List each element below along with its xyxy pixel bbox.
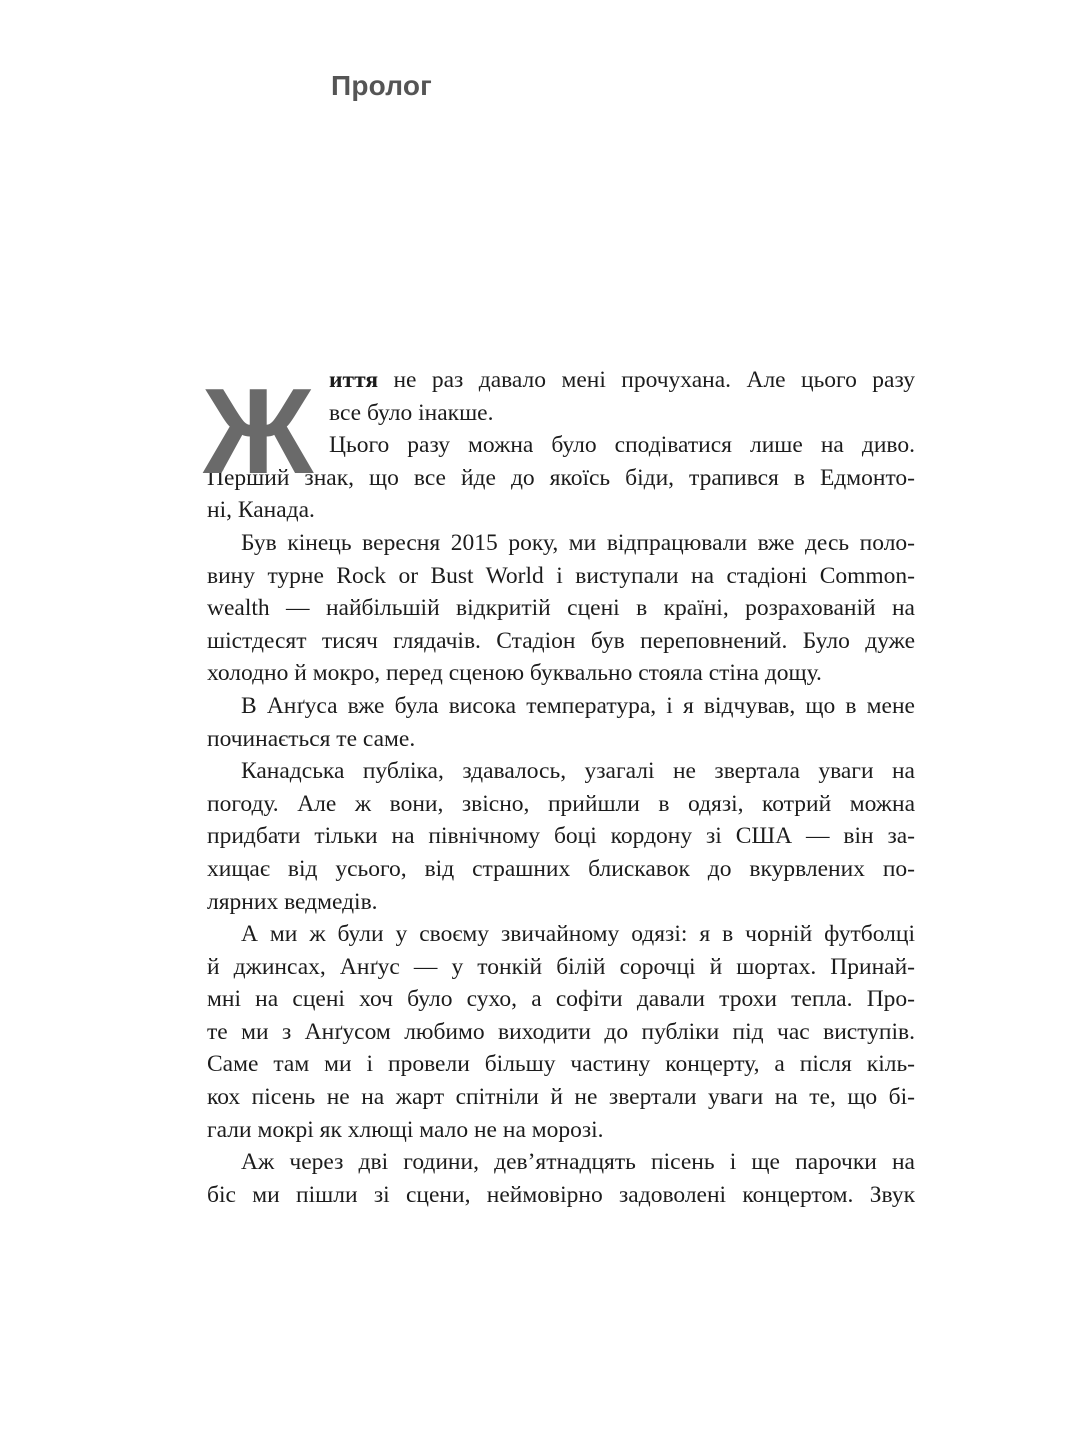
text-line: wealth — найбільшій відкритій сцені в країні, розрахованій на xyxy=(207,595,915,622)
text-line: ні, Канада. xyxy=(207,497,315,524)
text-line: гали мокрі як хлющі мало не на морозі. xyxy=(207,1116,604,1143)
text-line: Канадська публіка, здавалось, узагалі не звертала уваги на xyxy=(241,758,915,785)
body-text xyxy=(203,363,915,1211)
text-line: починається те саме. xyxy=(207,725,416,752)
text-line: біс ми пішли зі сцени, неймовірно задоволені концертом. Звук xyxy=(207,1181,915,1208)
text-line: мні на сцені хоч було сухо, а софіти давали трохи тепла. Про- xyxy=(207,986,915,1013)
text-line: Саме там ми і провели більшу частину концерту, а після кіль- xyxy=(207,1051,915,1078)
text-line: Цього разу можна було сподіватися лише на диво. xyxy=(329,432,915,459)
text-line: В Анґуса вже була висока температура, і я відчував, що в мене xyxy=(241,692,915,719)
text-line: й джинсах, Анґус — у тонкій білій сорочці й шортах. Принай- xyxy=(207,953,915,980)
text-line: Перший знак, що все йде до якоїсь біди, трапився в Едмонто- xyxy=(207,464,915,491)
first-word-rest: иття xyxy=(329,367,379,393)
text-line: холодно й мокро, перед сценою буквально стояла стіна дощу. xyxy=(207,660,822,687)
drop-cap: Ж xyxy=(203,363,314,499)
text-line: Був кінець вересня 2015 року, ми відпрацювали вже десь поло- xyxy=(241,529,915,556)
text-line: А ми ж були у своєму звичайному одязі: я в чорній футболці xyxy=(241,921,915,948)
text-line: все було інакше. xyxy=(329,399,494,426)
line-text: не раз давало мені прочухана. Але цього разу xyxy=(378,367,915,393)
text-line: лярних ведмедів. xyxy=(207,888,378,915)
text-line: придбати тільки на північному боці кордону зі США — він за- xyxy=(207,823,915,850)
text-line: Аж через дві години, дев’ятнадцять пісень і ще парочки на xyxy=(241,1149,915,1176)
text-line: погоду. Але ж вони, звісно, прийшли в одязі, котрий можна xyxy=(207,790,915,817)
text-line: кох пісень не на жарт спітніли й не звертали уваги на те, що бі- xyxy=(207,1084,915,1111)
text-line: хищає від усього, від страшних блискавок до вкурвлених по- xyxy=(207,855,915,882)
text-line: вину турне Rock or Bust World і виступали на стадіоні Common- xyxy=(207,562,915,589)
text-line: шістдесят тисяч глядачів. Стадіон був переповнений. Було дуже xyxy=(207,627,915,654)
chapter-title: Пролог xyxy=(331,70,433,101)
text-line: те ми з Анґусом любимо виходити до публіки під час виступів. xyxy=(207,1018,915,1045)
